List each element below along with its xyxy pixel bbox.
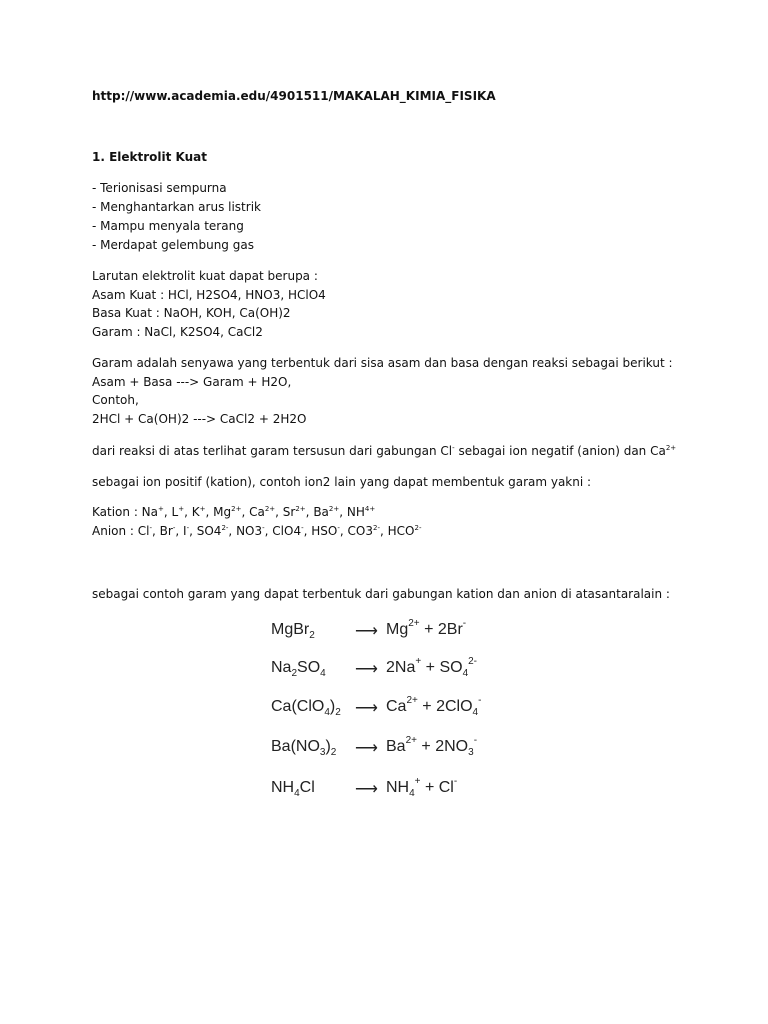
anion-line	[92, 523, 421, 539]
section-heading: 1. Elektrolit Kuat	[92, 150, 208, 164]
example-label: Contoh,	[92, 393, 139, 407]
ion: NO3-,	[236, 524, 273, 538]
arrow-icon: ⟶	[355, 661, 378, 678]
kation-line	[92, 504, 375, 520]
source-url: http://www.academia.edu/4901511/MAKALAH_KIMIA_FISIKA	[92, 89, 496, 103]
general-reaction: Asam + Basa ---> Garam + H2O,	[92, 375, 292, 389]
ion: K+,	[191, 505, 214, 519]
arrow-icon: ⟶	[355, 740, 378, 757]
equation-5-reactant: $NH_4Cl$	[271, 779, 315, 800]
reaction-note-line1: dari reaksi di atas terlihat garam tersusun dari gabungan Cl- sebagai ion negatif (anion) dan $Ca^{2+}$	[92, 444, 677, 458]
salt-line: Garam : NaCl, K2SO4, CaCl2	[92, 325, 263, 339]
equation-2-reactant: $Na_2SO_4$	[271, 659, 326, 680]
ion: $Ca^{2+}$,	[249, 505, 283, 519]
property-item: - Menghantarkan arus listrik	[92, 200, 261, 214]
property-item: - Terionisasi sempurna	[92, 181, 227, 195]
equation-4-products: $Ba^{2+} + 2NO_3^-$	[386, 735, 478, 759]
equation-1-reactant: MgBr$_2$	[271, 621, 315, 642]
anion-label: Anion :	[92, 524, 138, 538]
arrow-icon: ⟶	[355, 623, 378, 640]
arrow-icon: ⟶	[355, 781, 378, 798]
ion: $Ba^{2+}$,	[313, 505, 347, 519]
equation-3-products: $Ca^{2+} + 2ClO_4^-$	[386, 695, 482, 719]
ion: Na+,	[141, 505, 172, 519]
ion: ClO4-,	[272, 524, 312, 538]
example-reaction: 2HCl + Ca(OH)2 ---> CaCl2 + 2H2O	[92, 412, 307, 426]
ion: $Sr^{2+}$,	[282, 505, 314, 519]
example-intro: sebagai contoh garam yang dapat terbentuk dari gabungan kation dan anion di atasantaralain :	[92, 587, 670, 601]
equation-4-reactant: $Ba(NO_3)_2$	[271, 738, 337, 759]
salt-definition: Garam adalah senyawa yang terbentuk dari sisa asam dan basa dengan reaksi sebagai berikut :	[92, 356, 673, 370]
ion: Cl-,	[137, 524, 160, 538]
equation-1-products: $Mg^{2+} + 2Br^-$	[386, 618, 467, 638]
ion: $Mg^{2+}$,	[213, 505, 250, 519]
property-item: - Mampu menyala terang	[92, 219, 244, 233]
ion: L+,	[171, 505, 192, 519]
strong-acid-line: Asam Kuat : HCl, H2SO4, HNO3, HClO4	[92, 288, 326, 302]
ion: $NH^{4+}$	[346, 505, 376, 519]
arrow-icon: ⟶	[355, 700, 378, 717]
strong-base-line: Basa Kuat : NaOH, KOH, Ca(OH)2	[92, 306, 291, 320]
ion: $SO4^{2-}$,	[196, 524, 237, 538]
kation-label: Kation :	[92, 505, 142, 519]
equation-2-products: $2Na^+ + SO_4^{2-}$	[386, 656, 478, 680]
ion: HSO-,	[311, 524, 348, 538]
ion: $HCO^{2-}$	[387, 524, 422, 538]
ion: $CO3^{2-}$,	[347, 524, 388, 538]
ion: I-,	[183, 524, 197, 538]
reaction-note-line2: sebagai ion positif (kation), contoh ion2 lain yang dapat membentuk garam yakni :	[92, 475, 592, 489]
equation-3-reactant: $Ca(ClO_4)_2$	[271, 698, 341, 719]
forms-intro: Larutan elektrolit kuat dapat berupa :	[92, 269, 318, 283]
equation-5-products: $NH_4^+ + Cl^-$	[386, 776, 458, 800]
ion: Br-,	[159, 524, 184, 538]
property-item: - Merdapat gelembung gas	[92, 238, 254, 252]
